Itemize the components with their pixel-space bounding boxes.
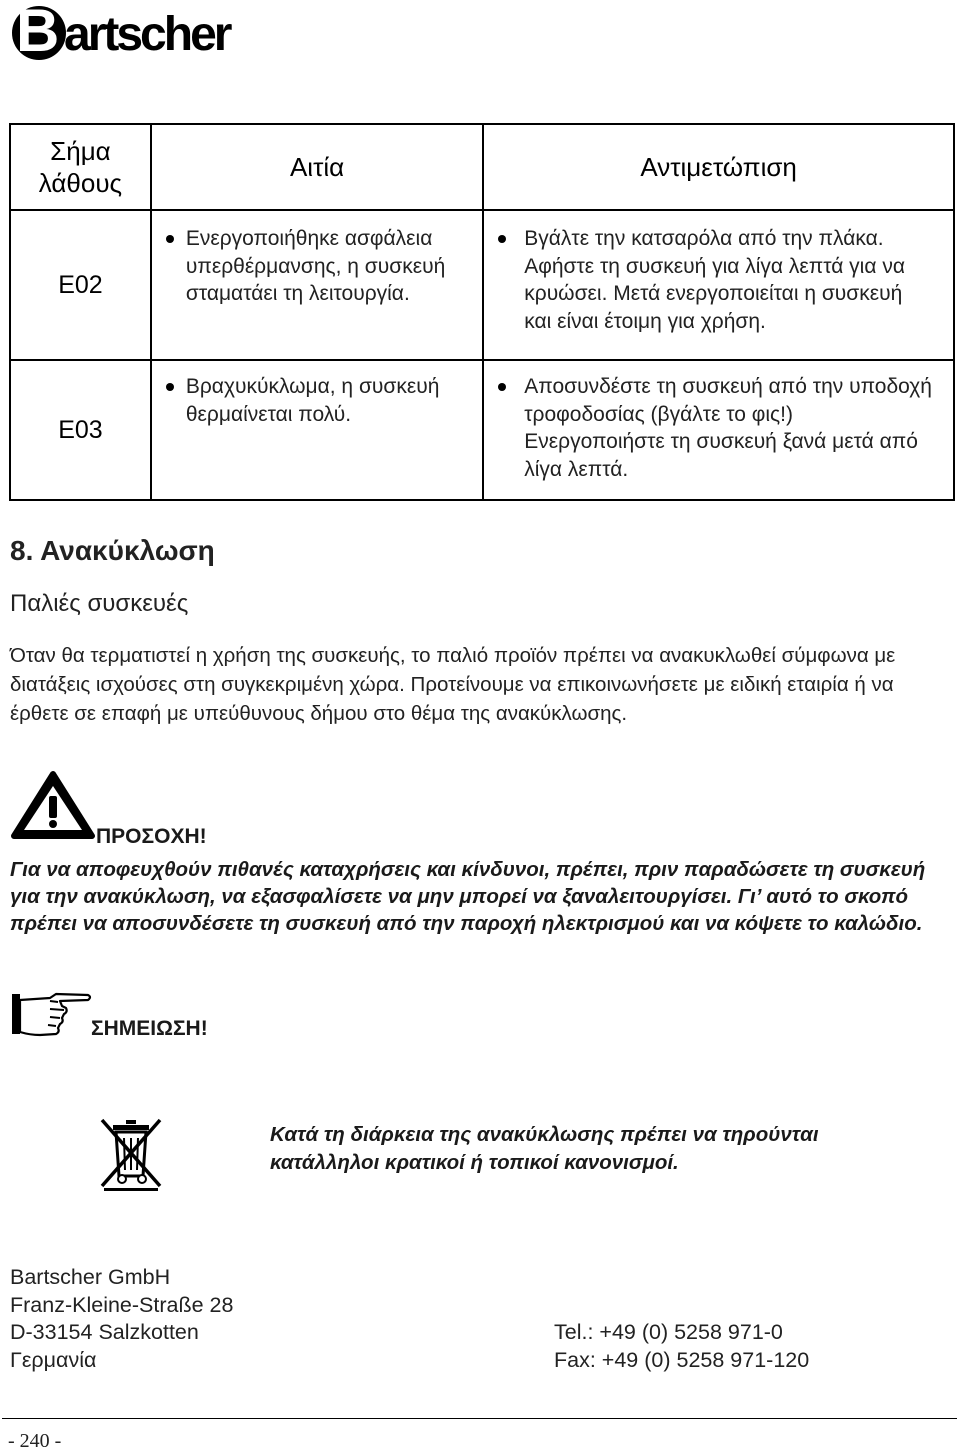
table-header-row xyxy=(10,124,954,210)
telephone: Tel.: +49 (0) 5258 971-0 xyxy=(554,1320,783,1344)
recycling-paragraph: Όταν θα τερματιστεί η χρήση της συσκευής, το παλιό προϊόν πρέπει να ανακυκλωθεί σύμφωνα με διατάξεις ισχούσες στη συγκεκριμένη χώρα. Προτείνουμε να επικοινωνήσετε με ειδική εταιρία ή να έρθετε σε επαφή με υπεύθυνους δήμου στο θέμα της ανακύκλωσης. xyxy=(10,644,896,725)
section-title: 8. Ανακύκλωση xyxy=(10,535,215,566)
page-number: - 240 - xyxy=(8,1430,62,1452)
remedy-cell xyxy=(483,210,954,360)
city-address: D-33154 Salzkotten xyxy=(10,1320,199,1344)
country: Γερμανία xyxy=(10,1347,97,1372)
pointing-hand-icon xyxy=(10,988,92,1040)
address-block xyxy=(10,1264,233,1374)
header-cause: Αιτία xyxy=(151,124,483,210)
table-row xyxy=(10,210,954,360)
section-subtitle: Παλιές συσκευές xyxy=(10,590,189,617)
cause-item: Ενεργοποιήθηκε ασφάλεια υπερθέρμανσης, η συσκευή σταματάει τη λειτουργία. xyxy=(152,225,468,308)
header-error-code: Σήμα λάθους xyxy=(10,124,151,210)
warning-title: ΠΡΟΣΟΧΗ! xyxy=(96,825,207,848)
cause-cell xyxy=(151,210,483,360)
note-title: ΣΗΜΕΙΩΣΗ! xyxy=(91,1017,208,1040)
fax: Fax: +49 (0) 5258 971-120 xyxy=(554,1347,810,1372)
error-code-cell: E02 xyxy=(10,210,151,360)
footer-divider xyxy=(2,1418,957,1419)
remedy-cell xyxy=(483,360,954,500)
warning-triangle-icon xyxy=(10,770,96,840)
remedy-item: Βγάλτε την κατσαρόλα από την πλάκα. Αφήστε τη συσκευή για λίγα λεπτά για να κρυώσει. Μετά ενεργοποιείται η συσκευή και είναι έτοιμη για χρήση. xyxy=(484,225,933,335)
header-remedy: Αντιμετώπιση xyxy=(483,124,954,210)
remedy-item: Αποσυνδέστε τη συσκευή από την υποδοχή τροφοδοσίας (βγάλτε το φις!) Ενεργοποιήστε τη συσκευή ξανά μετά από λίγα λεπτά. xyxy=(484,373,933,483)
bartscher-logo xyxy=(10,0,230,66)
error-code-table xyxy=(9,123,955,501)
error-code-cell: E03 xyxy=(10,360,151,500)
company-name: Bartscher GmbH xyxy=(10,1265,171,1289)
cause-item: Βραχυκύκλωμα, η συσκευή θερμαίνεται πολύ. xyxy=(152,373,468,428)
cause-cell xyxy=(151,360,483,500)
warning-text: Για να αποφευχθούν πιθανές καταχρήσεις και κίνδυνοι, πρέπει, πριν παραδώσετε τη συσκευή για την ανακύκλωση, να εξασφαλίσετε να μην μπορεί να ξαναλειτουργίσει. Γι’ αυτό το σκοπό πρέπει να αποσυνδέσετε τη συσκευή από την παροχή ηλεκτρισμού και να κόψετε το καλώδιο. xyxy=(10,858,926,935)
logo-wordmark: artscher xyxy=(64,8,230,61)
contact-block xyxy=(554,1319,809,1374)
table-row xyxy=(10,360,954,500)
crossed-bin-icon xyxy=(96,1116,166,1192)
recycling-regulations-text: Κατά τη διάρκεια της ανακύκλωσης πρέπει να τηρούνται κατάλληλοι κρατικοί ή τοπικοί κανονισμοί. xyxy=(270,1123,819,1174)
logo-initial: B xyxy=(16,0,58,64)
street-address: Franz-Kleine-Straße 28 xyxy=(10,1292,234,1317)
